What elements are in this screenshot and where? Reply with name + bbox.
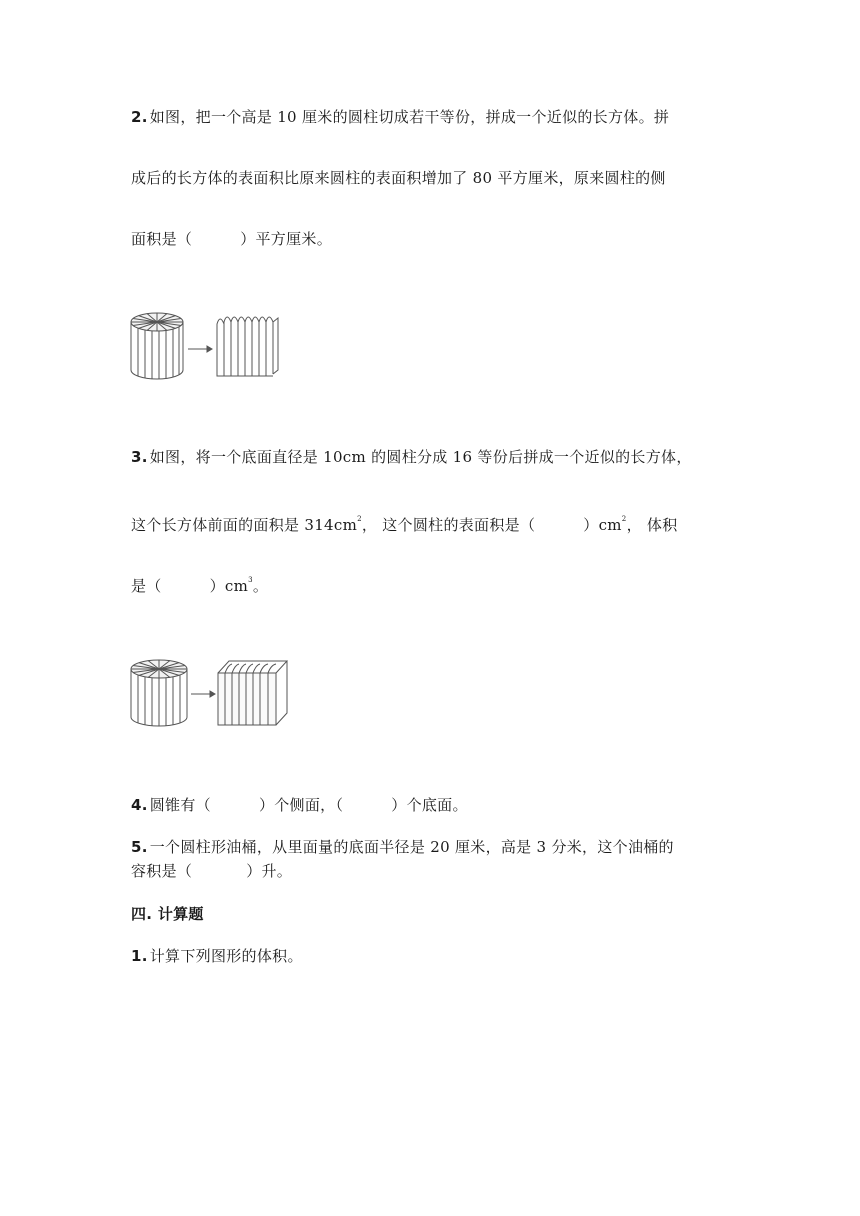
calc1-text: 计算下列图形的体积。 (149, 947, 303, 965)
q3-text-2c: ）cm (583, 516, 622, 534)
section-heading: 四. 计算题 (131, 905, 204, 923)
q3-sup-2: 2 (621, 515, 627, 523)
calc1-number: 1. (131, 947, 148, 965)
q4-text-c: ）个底面。 (391, 796, 468, 814)
q5-text-2a: 容积是（ (131, 862, 193, 880)
q3-line-1 (131, 447, 692, 467)
cylinder-icon (131, 660, 187, 726)
q2-line-2 (131, 168, 666, 188)
q4-text-a: 圆锥有（ (149, 796, 211, 814)
q2-text-2: 成后的长方体的表面积比原来圆柱的表面积增加了 80 平方厘米，原来圆柱的侧 (131, 169, 666, 187)
q3-text-2a: 这个长方体前面的面积是 314cm (131, 516, 358, 534)
q2-text-1: 如图，把一个高是 10 厘米的圆柱切成若干等份，拼成一个近似的长方体。拼 (149, 108, 670, 126)
q2-text-3b: ）平方厘米。 (240, 230, 333, 248)
q2-line-1 (131, 107, 669, 127)
q2-figure (128, 308, 288, 384)
q4-text-b: ）个侧面，（ (258, 796, 344, 814)
q3-figure (128, 655, 298, 731)
q5-line-2 (131, 861, 292, 881)
cylinder-icon (131, 313, 183, 379)
q3-number: 3. (131, 448, 148, 466)
q2-number: 2. (131, 108, 148, 126)
arrow-right-icon (188, 346, 212, 352)
arrow-right-icon (191, 691, 215, 697)
q3-line-3 (131, 570, 268, 596)
q4-number: 4. (131, 796, 148, 814)
q5-number: 5. (131, 838, 148, 856)
q3-text-2d: ， 体积 (626, 516, 678, 534)
calc1-line (131, 946, 303, 966)
q2-line-3 (131, 229, 332, 249)
cuboid-icon (218, 661, 287, 725)
q5-text-1: 一个圆柱形油桶，从里面量的底面半径是 20 厘米，高是 3 分米，这个油桶的 (149, 838, 674, 856)
q5-line-1 (131, 837, 674, 857)
q3-text-1: 如图，将一个底面直径是 10cm 的圆柱分成 16 等份后拼成一个近似的长方体， (149, 448, 692, 466)
q3-sup-1: 2 (357, 515, 362, 523)
q3-text-3b: ）cm (209, 577, 249, 595)
q3-sup-3: 3 (248, 576, 253, 584)
q5-text-2b: ）升。 (246, 862, 293, 880)
q3-text-3a: 是（ (131, 577, 162, 595)
cuboid-slices-icon (217, 317, 278, 376)
q4-line (131, 795, 468, 815)
q2-text-3a: 面积是（ (131, 230, 193, 248)
q3-text-3c: 。 (252, 577, 269, 595)
q3-line-2 (131, 509, 678, 535)
q3-text-2b: ， 这个圆柱的表面积是（ (361, 516, 536, 534)
